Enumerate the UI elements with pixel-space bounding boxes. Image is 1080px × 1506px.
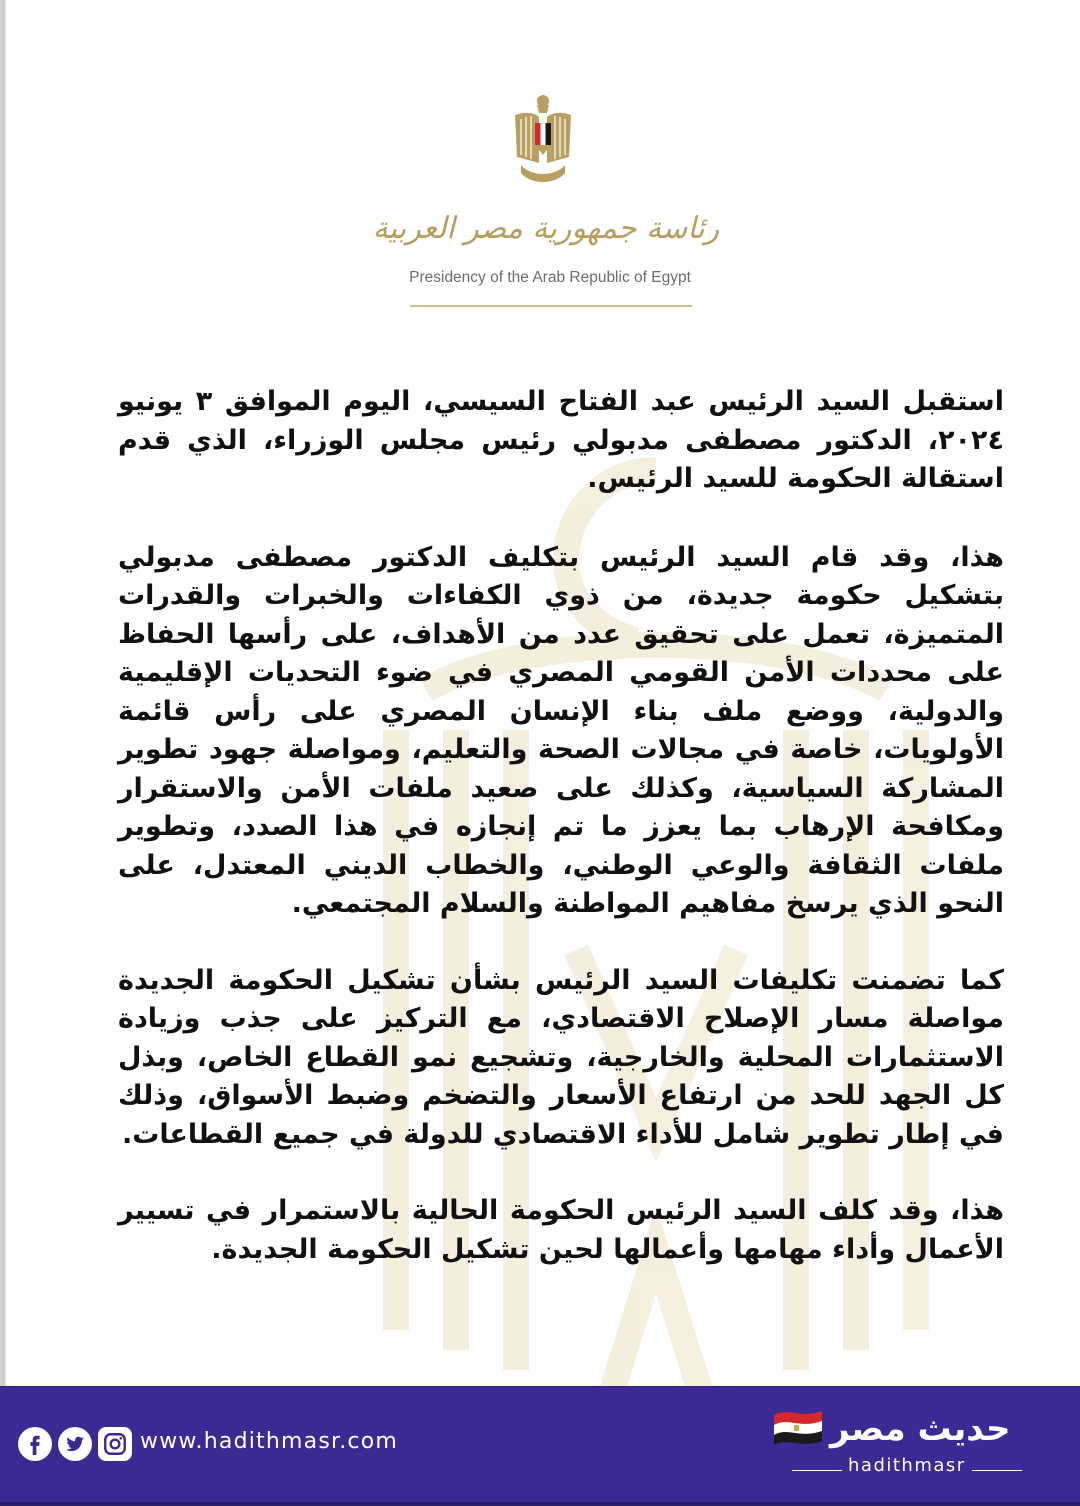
paragraph-2: هذا، وقد قام السيد الرئيس بتكليف الدكتور مصطفى مدبولي بتشكيل حكومة جديدة، من ذوي الكفاءات والخبرات والقدرات المتميزة، تعمل على تحقيق عدد من الأهداف، على رأسها الحفاظ على محددات الأمن القومي المصري في ضوء التحديات الإقليمية والدولية، ووضع ملف بناء الإنسان المصري على رأس قائمة الأولويات، خاصة في مجالات الصحة والتعليم، ومواصلة جهود تطوير المشاركة السياسية، وكذلك على صعيد ملفات الأمن والاستقرار ومكافحة الإرهاب بما يعزز ما تم إنجازه في هذا الصدد، وتطوير ملفات الثقافة والوعي الوطني، والخطاب الديني المعتدل، على النحو الذي يرسخ مفاهيم المواطنة والسلام المجتمعي.: [118, 541, 1004, 919]
paragraph-1: استقبل السيد الرئيس عبد الفتاح السيسي، اليوم الموافق ٣ يونيو ٢٠٢٤، الدكتور مصطفى مدبولي رئيس مجلس الوزراء، الذي قدم استقالة الحكومة للسيد الرئيس.: [118, 386, 1004, 494]
facebook-icon[interactable]: [18, 1427, 52, 1461]
paragraph-3: كما تضمنت تكليفات السيد الرئيس بشأن تشكيل الحكومة الجديدة مواصلة مسار الإصلاح الاقتصادي، مع التركيز على جذب وزيادة الاستثمارات المحلية والخارجية، وتشجيع نمو القطاع الخاص، وبذل كل الجهد للحد من ارتفاع الأسعار والتضخم وضبط الأسواق، وذلك في إطار تطوير شامل للأداء الاقتصادي للدولة في جميع القطاعات.: [118, 964, 1004, 1150]
instagram-icon[interactable]: [98, 1427, 132, 1461]
egypt-eagle-emblem-icon: [511, 93, 575, 189]
egypt-flag-icon: [770, 1405, 826, 1449]
presidency-arabic-calligraphy: رئاسة جمهورية مصر العربية: [372, 211, 720, 246]
paragraph-4: هذا، وقد كلف السيد الرئيس الحكومة الحالية بالاستمرار في تسيير الأعمال وأداء مهامها وأعمالها لحين تشكيل الحكومة الجديدة.: [118, 1195, 1004, 1265]
footer-bottom-edge: [0, 1502, 1080, 1506]
press-release-body: [118, 383, 1004, 1307]
brand-english-name: hadithmasr: [848, 1455, 966, 1476]
brand-rule-right: [972, 1470, 1022, 1472]
header-divider: [410, 305, 692, 307]
brand-english-row: [792, 1455, 1022, 1476]
website-link[interactable]: www.hadithmasr.com: [140, 1429, 399, 1454]
brand-arabic-name: حديث مصر: [830, 1409, 1011, 1449]
footer-band: [0, 1386, 1080, 1506]
press-release-page: [6, 0, 1080, 1422]
brand-rule-left: [792, 1470, 842, 1472]
presidency-english-title: Presidency of the Arab Republic of Egypt: [409, 269, 691, 286]
social-links: [18, 1427, 132, 1461]
twitter-icon[interactable]: [58, 1427, 92, 1461]
hadithmasr-logo: [770, 1405, 1020, 1485]
